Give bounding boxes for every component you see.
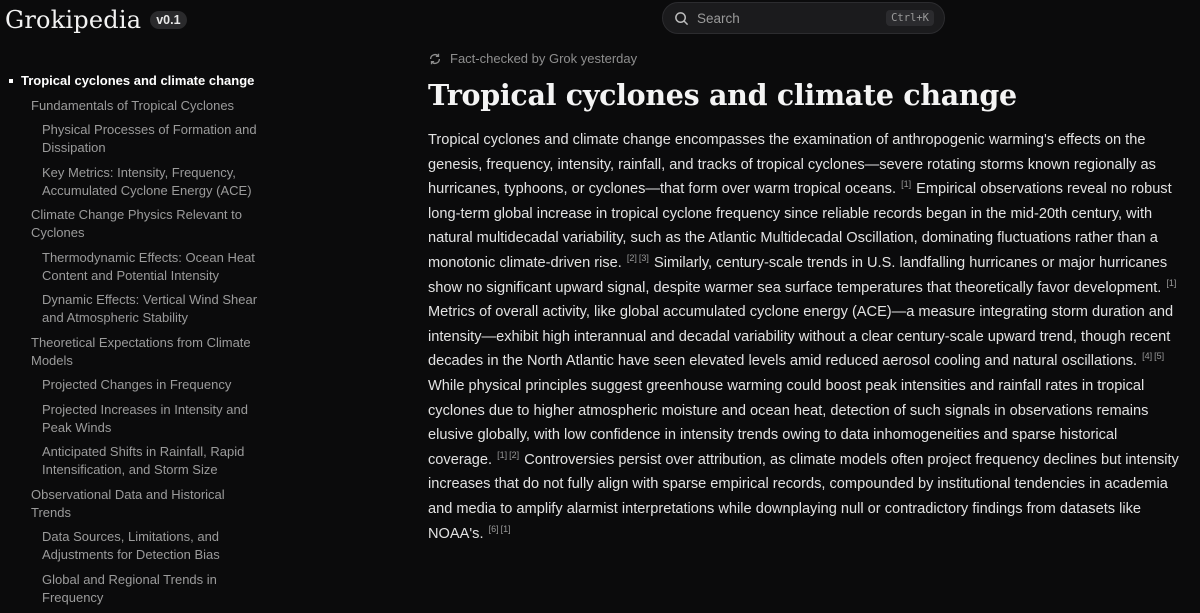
brand-name[interactable]: Grokipedia [5,6,142,34]
version-badge: v0.1 [150,11,186,29]
toc-item[interactable]: Key Metrics: Intensity, Frequency, Accumulated Cyclone Energy (ACE) [42,164,252,198]
citation-link[interactable]: [1] [1166,277,1177,288]
citation-link[interactable]: [6] [488,523,499,534]
toc-item[interactable]: Physical Processes of Formation and Dissipation [42,122,257,155]
toc-item[interactable]: Dynamic Effects: Vertical Wind Shear and Atmospheric Stability [42,292,258,325]
citation-link[interactable]: [2] [509,449,520,460]
article-text: Metrics of overall activity, like global accumulated cyclone energy (ACE)—a measure integrating storm duration and intensity—exhibit high interannual and decadal variability without a clear century-scale upward trend, though recent decades in the North Atlantic have seen elevated levels amid reduced aerosol cooling and natural oscillations. [428,304,1174,370]
toc-item[interactable]: Projected Changes in Frequency [42,377,232,392]
page-title: Tropical cyclones and climate change [428,78,1017,112]
fact-check-note [428,51,637,66]
article-text: While physical principles suggest greenhouse warming could boost peak intensities and rainfall rates in tropical cyclones due to higher atmospheric moisture and ocean heat, detection of such signals in observations remains elusive globally, with low confidence in intensity trends owing to data inhomogeneities and sparse historical coverage. [428,377,1149,468]
toc-item[interactable]: Fundamentals of Tropical Cyclones [31,97,235,113]
article-text: Tropical cyclones and climate change encompasses the examination of anthropogenic warming's effects on the genesis, frequency, intensity, rainfall, and tracks of tropical cyclones—severe rotating storms known regionally as hurricanes, typhoons, or cyclones—that form over warm tropical oceans. [428,132,1156,198]
toc-item[interactable]: Climate Change Physics Relevant to Cyclones [31,207,242,240]
brand[interactable] [5,6,187,34]
toc-item[interactable]: Global and Regional Trends in Frequency [42,571,217,605]
toc-item[interactable]: Projected Increases in Intensity and Peak Winds [42,401,248,435]
toc-item[interactable]: Anticipated Shifts in Rainfall, Rapid Intensification, and Storm Size [42,444,245,477]
search-input[interactable]: Search [697,10,740,26]
article-lead-paragraph [428,128,1184,546]
fact-check-text: Fact-checked by Grok yesterday [450,51,638,66]
article-text: Similarly, century-scale trends in U.S. landfalling hurricanes or major hurricanes show no significant upward signal, despite warmer sea surface temperatures that theoretically favor development. [428,254,1168,296]
toc-item[interactable]: Tropical cyclones and climate change [0,72,290,90]
toc-item[interactable]: Data Sources, Limitations, and Adjustments for Detection Bias [42,529,220,562]
citation-link[interactable]: [4] [1142,351,1153,362]
search-shortcut: Ctrl+K [886,10,934,26]
article-text: Controversies persist over attribution, as climate models often project frequency declines but intensity increases that do not fully align with sparse empirical records, compounded by institutional tendencies in academia and media to amplify alarmist interpretations while downplaying null or contradictory findings from datasets like NOAA's. [428,451,1179,542]
citation-link[interactable]: [2] [626,253,637,264]
citation-link[interactable]: [3] [638,253,649,264]
toc-item[interactable]: Theoretical Expectations from Climate Models [31,334,251,368]
search-box[interactable] [662,2,945,34]
toc-item[interactable]: Observational Data and Historical Trends [31,486,225,520]
article-text: Empirical observations reveal no robust long-term global increase in tropical cyclone frequency since reliable records began in the mid-20th century, with natural multidecadal variability, such as the Atlantic Multidecadal Oscillation, dominating fluctuations rather than a monotonic climate-driven rise. [428,181,1172,271]
toc-item[interactable]: Thermodynamic Effects: Ocean Heat Content and Potential Intensity [42,249,255,283]
citation-link[interactable]: [1] [497,449,508,460]
table-of-contents [0,72,290,613]
search-icon [674,11,689,26]
citation-link[interactable]: [5] [1154,351,1165,362]
citation-link[interactable]: [1] [500,523,511,534]
refresh-icon [428,52,442,66]
citation-link[interactable]: [1] [901,179,912,190]
